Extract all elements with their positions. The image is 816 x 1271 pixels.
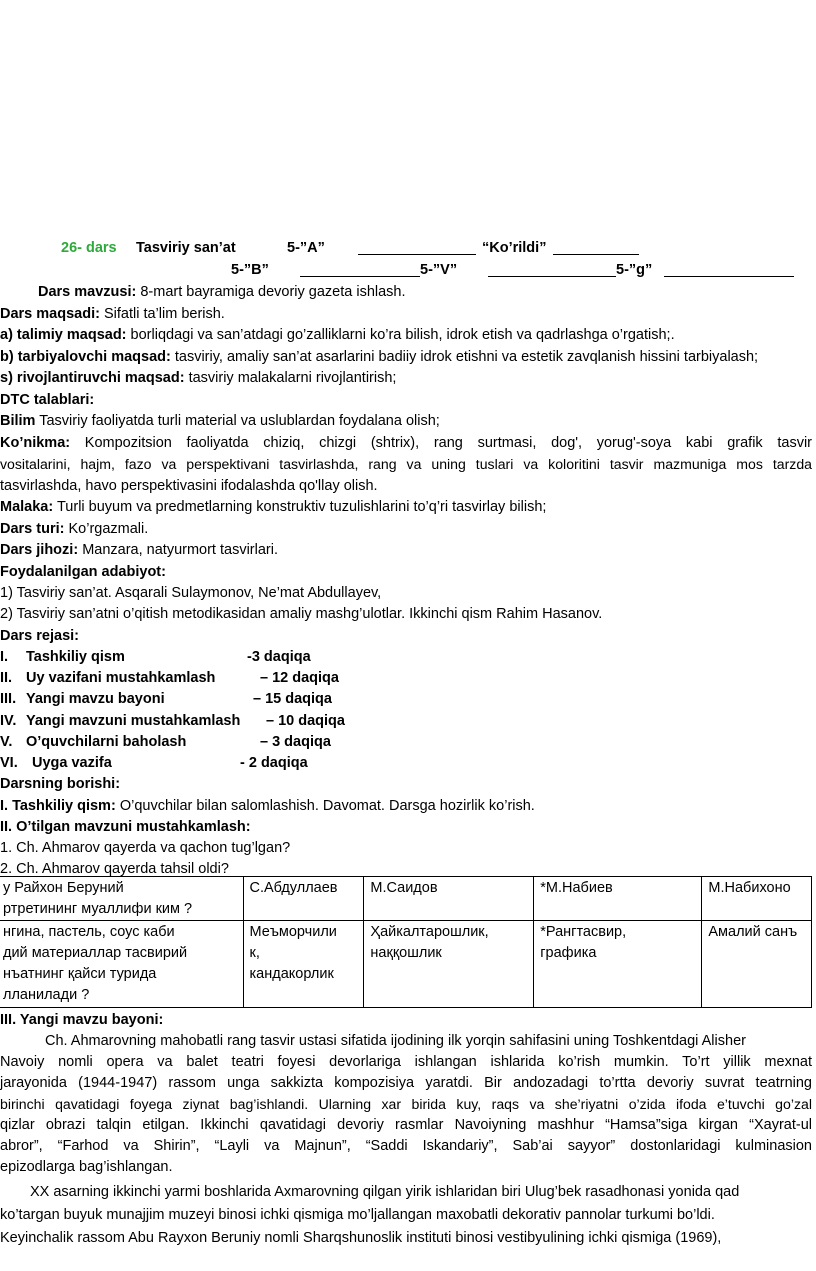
plan-heading: Dars rejasi:: [0, 628, 79, 644]
class-g-label: 5-”g”: [616, 262, 653, 278]
goal-value: Sifatli ta’lim berish.: [103, 306, 225, 322]
malaka-value: Turli buyum va predmetlarning konstruktiv tuzulishlarini to’q’ri tasvirlay bilish;: [56, 499, 547, 515]
plan-item-title: Yangi mavzu bayoni: [26, 691, 165, 707]
answer-cell: [364, 877, 534, 921]
org-line: [0, 796, 535, 816]
cell-line: С.Абдуллаев: [249, 880, 338, 896]
para1-line-5: qizlar obrazi talqin etilgan. Ikkinchi qavatidagi devoriy rasmlar Navoiyning mashhur “Hamsa”siga kirgan “Xayrat-ul: [0, 1117, 812, 1133]
plan-item-title: Tashkiliy qism: [26, 649, 125, 665]
cell-line: Амалий санъ: [708, 924, 798, 940]
para1-line-1: Ch. Ahmarovning mahobatli rang tasvir ustasi sifatida ijodining ilk yorqin sahifasini uning Toshkentdagi Alisher: [45, 1033, 746, 1049]
cell-line: у Райхон Беруний: [3, 880, 124, 896]
org-value: O’quvchilar bilan salomlashish. Davomat. Darsga hozirlik ko’rish.: [119, 798, 535, 814]
topic-value: 8-mart bayramiga devoriy gazeta ishlash.: [140, 284, 406, 300]
para1-line-4: birinchi qavatidagi foyega ziynat bag’ishlandi. Ularning xar birida kuy, raqs va she’riyatni o’zida ifoda e’tuvchi go’zal: [0, 1096, 812, 1112]
plan-item-time: – 12 daqiqa: [260, 670, 339, 686]
cell-line: ртретининг муаллифи ким ?: [3, 901, 193, 917]
para2-line-3: Keyinchalik rassom Abu Rayxon Beruniy nomli Sharqshunoslik instituti binosi vestibyulining ichki qismiga (1969),: [0, 1230, 722, 1246]
class-g-blank: [664, 262, 794, 277]
plan-item-time: – 10 daqiqa: [266, 713, 345, 729]
lesson-type-label: Dars turi:: [0, 521, 65, 537]
plan-item-num: I.: [0, 649, 9, 665]
answer-cell: [702, 877, 812, 921]
plan-item-num: VI.: [0, 755, 18, 771]
para1-line-2: Navoiy nomli opera va balet teatri foyesi devorlariga ishlangan ishlarida ko’rish mumkin. To’rt yillik mexnat: [0, 1054, 812, 1070]
equipment-label: Dars jihozi:: [0, 542, 79, 558]
malaka-line: [0, 497, 546, 517]
question-cell: [0, 921, 243, 1008]
table-row: [0, 877, 812, 921]
goal-a-line: [0, 325, 675, 345]
cell-line: нгина, пастель, соус каби: [3, 924, 175, 940]
answer-cell: [243, 877, 364, 921]
konikma-text-1: Kompozitsion faoliyatda chiziq, chizgi (shtrix), rang surtmasi, dog', yorug'-soya kabi grafik tasvir: [84, 435, 813, 451]
equipment-line: [0, 540, 278, 560]
class-a-label: 5-”A”: [287, 240, 325, 256]
plan-item-title: Yangi mavzuni mustahkamlash: [26, 713, 241, 729]
plan-item-title: Uy vazifani mustahkamlash: [26, 670, 216, 686]
goal-b-value: tasviriy, amaliy san’at asarlarini badiiy idrok etishni va estetik zavqlanish hissini tarbiyalash;: [174, 349, 759, 365]
plan-item-time: – 3 daqiqa: [260, 734, 331, 750]
cell-line: графика: [540, 945, 597, 961]
attendance-blank: [553, 240, 639, 255]
literature-heading: Foydalanilgan adabiyot:: [0, 564, 166, 580]
attendance-label: “Ko’rildi”: [482, 240, 547, 256]
cell-line: к,: [249, 945, 260, 961]
answer-cell: [702, 921, 812, 1008]
answer-cell-correct: [534, 921, 702, 1008]
para2-line-2: ko’targan buyuk munajjim muzeyi binosi ichki qismiga mo’ljallangan maxobatli dekorativ pannolar turkumi bo’ldi.: [0, 1207, 715, 1223]
cell-line: нъатнинг қайси турида: [3, 966, 157, 982]
cell-line: Меъморчили: [249, 924, 337, 940]
plan-item-title: Uyga vazifa: [32, 755, 112, 771]
class-b-blank: [300, 262, 420, 277]
goal-label: Dars maqsadi:: [0, 306, 100, 322]
cell-line: лланилади ?: [3, 987, 90, 1003]
plan-item-time: – 15 daqiqa: [253, 691, 332, 707]
new-topic-heading: III. Yangi mavzu bayoni:: [0, 1012, 164, 1028]
cell-line: кандакорлик: [249, 966, 334, 982]
goal-b-line: [0, 347, 758, 367]
cell-line: Ҳайкалтарошлик,: [370, 924, 489, 940]
konikma-line-2: vositalarini, hajm, fazo va perspektivani tasvirlashda, rang va uning tuslari va koloritini tasvir mazmuniga mos tarzda: [0, 456, 812, 472]
goal-s-line: [0, 368, 396, 388]
subject-title: Tasviriy san’at: [136, 240, 236, 256]
lesson-type-line: [0, 519, 148, 539]
plan-item-title: O’quvchilarni baholash: [26, 734, 187, 750]
equipment-value: Manzara, natyurmort tasvirlari.: [82, 542, 278, 558]
plan-item-num: II.: [0, 670, 13, 686]
question-2: 2. Ch. Ahmarov qayerda tahsil oldi?: [0, 861, 229, 877]
plan-item-time: - 2 daqiqa: [240, 755, 308, 771]
table-row: [0, 921, 812, 1008]
goal-a-value: borliqdagi va san’atdagi go’zalliklarni ko’ra bilish, idrok etish va qadrlashga o’rgatish;.: [130, 327, 675, 343]
cell-line: *М.Набиев: [540, 880, 613, 896]
cell-line: М.Саидов: [370, 880, 438, 896]
goal-a-label: a) talimiy maqsad:: [0, 327, 127, 343]
bilim-value: Tasviriy faoliyatda turli material va uslublardan foydalana olish;: [39, 413, 440, 429]
plan-item-time: -3 daqiqa: [247, 649, 311, 665]
plan-item-num: III.: [0, 691, 17, 707]
question-1: 1. Ch. Ahmarov qayerda va qachon tug’lgan?: [0, 840, 291, 856]
class-b-label: 5-”B”: [231, 262, 269, 278]
bilim-line: [0, 411, 440, 431]
cell-line: М.Набихоно: [708, 880, 791, 896]
para1-line-7: epizodlarga bag’ishlangan.: [0, 1159, 173, 1175]
lesson-number: 26- dars: [61, 240, 117, 256]
class-v-blank: [488, 262, 616, 277]
konikma-label: Ko’nikma:: [0, 435, 71, 451]
review-heading: II. O’tilgan mavzuni mustahkamlash:: [0, 819, 251, 835]
answer-cell: [243, 921, 364, 1008]
bilim-label: Bilim: [0, 413, 36, 429]
process-heading: Darsning borishi:: [0, 776, 121, 792]
plan-item-num: V.: [0, 734, 13, 750]
literature-item-1: 1) Tasviriy san’at. Asqarali Sulaymonov, Ne’mat Abdullayev,: [0, 585, 382, 601]
org-label: I. Tashkiliy qism:: [0, 798, 116, 814]
konikma-line-1: [0, 433, 812, 454]
malaka-label: Malaka:: [0, 499, 54, 515]
cell-line: наққошлик: [370, 945, 442, 961]
goal-s-label: s) rivojlantiruvchi maqsad:: [0, 370, 185, 386]
quiz-table: [0, 876, 812, 1008]
konikma-line-3: tasvirlashda, havo perspektivasini ifodalashda qo'llay olish.: [0, 478, 378, 494]
topic-line: [38, 282, 406, 302]
class-v-label: 5-”V”: [420, 262, 458, 278]
question-cell: [0, 877, 243, 921]
cell-line: дий материаллар тасвирий: [3, 945, 188, 961]
para1-line-3: jarayonida (1944-1947) rassom unga sakkizta kompozisiya yaratdi. Bir andozadagi to’rtta devoriy suvrat teatrning: [0, 1075, 812, 1091]
lesson-type-value: Ko’rgazmali.: [68, 521, 149, 537]
goal-s-value: tasviriy malakalarni rivojlantirish;: [188, 370, 397, 386]
answer-cell: [364, 921, 534, 1008]
para1-line-6: abror”, “Farhod va Shirin”, “Layli va Majnun”, “Saddi Iskandariy”, Sab’ai sayyor” dostonlaridagi kulminasion: [0, 1138, 812, 1154]
goal-line: [0, 304, 225, 324]
class-a-blank: [358, 240, 476, 255]
cell-line: *Рангтасвир,: [540, 924, 627, 940]
answer-cell-correct: [534, 877, 702, 921]
dtc-heading: DTC talablari:: [0, 392, 95, 408]
literature-item-2: 2) Tasviriy san’atni o’qitish metodikasidan amaliy mashg’ulotlar. Ikkinchi qism Rahim Hasanov.: [0, 606, 603, 622]
plan-item-num: IV.: [0, 713, 17, 729]
topic-label: Dars mavzusi:: [38, 284, 137, 300]
goal-b-label: b) tarbiyalovchi maqsad:: [0, 349, 171, 365]
para2-line-1: XX asarning ikkinchi yarmi boshlarida Axmarovning qilgan yirik ishlaridan biri Ulug’bek rasadhonasi yonida qad: [30, 1184, 740, 1200]
